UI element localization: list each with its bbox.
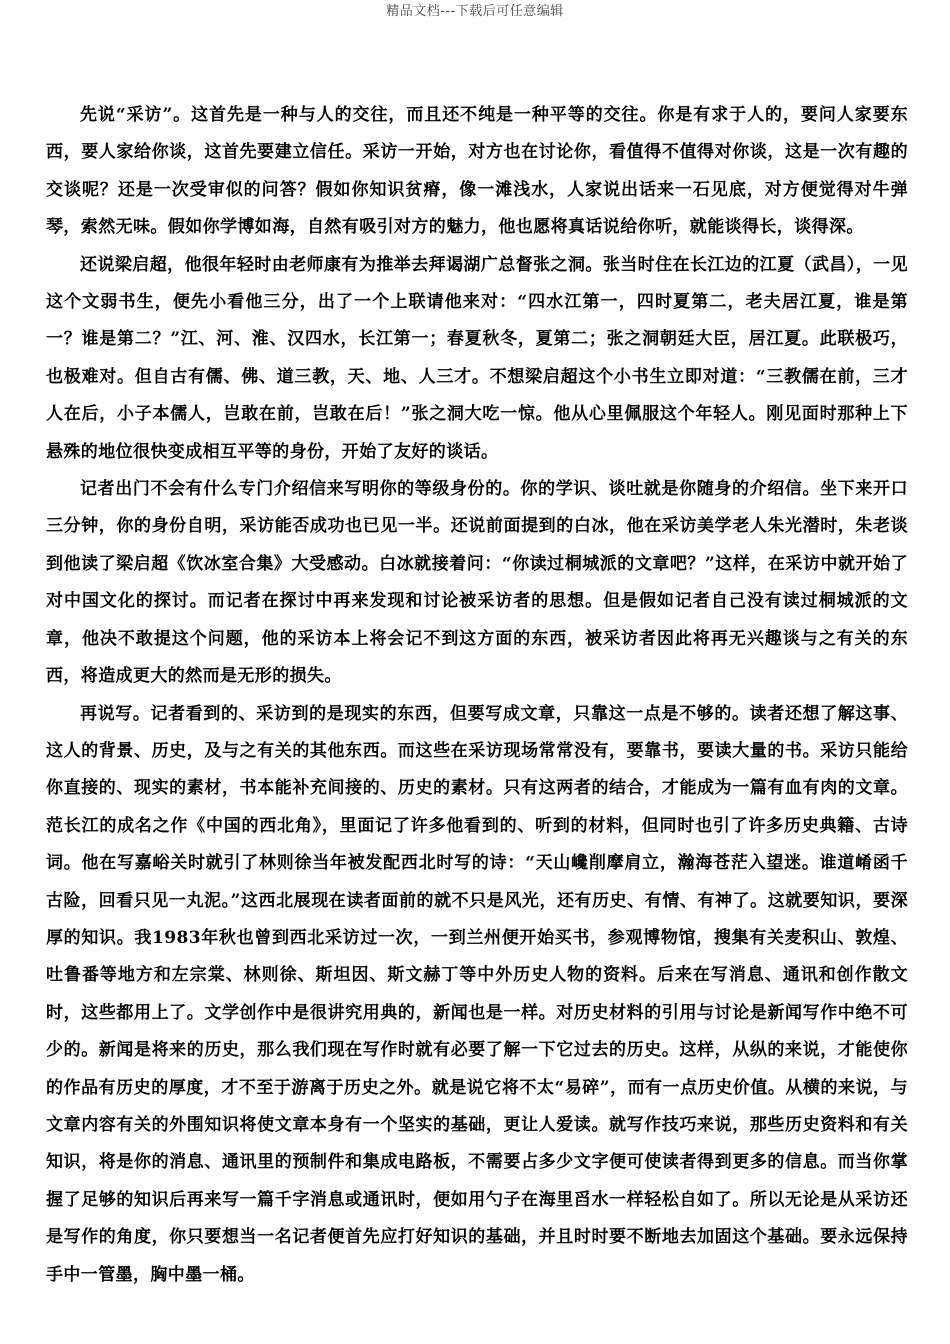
paragraph-liang-qichao-couplet: 还说梁启超，他很年轻时由老师康有为推举去拜谒湖广总督张之洞。张当时住在长江边的江夏（武昌），一见这个文弱书生，便先小看他三分，出了一个上联请他来对：“四水江第一，四时夏第二，老夫居江夏，谁是第一？谁是第二？”江、河、淮、汉四水，长江第一；春夏秋冬，夏第二；张之洞朝廷大臣，居江夏。此联极巧，也极难对。但自古有儒、佛、道三教，天、地、人三才。不想梁启超这个小书生立即对道：“三教儒在前，三才人在后，小子本儒人，岂敢在前，岂敢在后！”张之洞大吃一惊。他从心里佩服这个年轻人。刚见面时那种上下悬殊的地位很快变成相互平等的身份，开始了友好的谈话。 — [46, 254, 908, 462]
paragraph-interview-trust: 先说“采访”。这首先是一种与人的交往，而且还不纯是一种平等的交往。你是有求于人的，要问人家要东西，要人家给你谈，这首先要建立信任。采访一开始，对方也在讨论你，看值得不值得对你谈，这是一次有趣的交谈呢？还是一次受审似的问答？假如你知识贫瘠，像一滩浅水，人家说出话来一石见底，对方便觉得对牛弹琴，索然无味。假如你学博如海，自然有吸引对方的魅力，他也愿将真话说给你听，就能谈得长，谈得深。 — [46, 105, 908, 238]
paragraph-knowledge-introduction: 记者出门不会有什么专门介绍信来写明你的等级身份的。你的学识、谈吐就是你随身的介绍信。坐下来开口三分钟，你的身份自明，采访能否成功也已见一半。还说前面提到的白冰，他在采访美学老人朱光潜时，朱老谈到他读了梁启超《饮冰室合集》大受感动。白冰就接着问：“你读过桐城派的文章吧？”这样，在采访中就开始了对中国文化的探讨。而记者在探讨中再来发现和讨论被采访者的思想。但是假如记者自己没有读过桐城派的文章，他决不敢提这个问题，他的采访本上将会记不到这方面的东西，被采访者因此将再无兴趣谈与之有关的东西，将造成更大的然而是无形的损失。 — [46, 479, 908, 687]
page-header: 精品文档---下载后可任意编辑 — [386, 4, 564, 19]
paragraph-writing-knowledge: 再说写。记者看到的、采访到的是现实的东西，但要写成文章，只靠这一点是不够的。读者还想了解这事、这人的背景、历史，及与之有关的其他东西。而这些在采访现场常常没有，要靠书，要读大量的书。采访只能给你直接的、现实的素材，书本能补充间接的、历史的素材。只有这两者的结合，才能成为一篇有血有肉的文章。范长江的成名之作《中国的西北角》，里面记了许多他看到的、听到的材料，但同时也引了许多历史典籍、古诗词。他在写嘉峪关时就引了林则徐当年被发配西北时写的诗：“天山巉削摩肩立，瀚海苍茫入望迷。谁道崤函千古险，回看只见一丸泥。”这西北展现在读者面前的就不只是风光，还有历史、有情、有神了。这就要知识，要深厚的知识。我1983年秋也曾到西北采访过一次，一到兰州便开始买书，参观博物馆，搜集有关麦积山、敦煌、吐鲁番等地方和左宗棠、林则徐、斯坦因、斯文赫丁等中外历史人物的资料。后来在写消息、通讯和创作散文时，这些都用上了。文学创作中是很讲究用典的，新闻也是一样。对历史材料的引用与讨论是新闻写作中绝不可少的。新闻是将来的历史，那么我们现在写作时就有必要了解一下它过去的历史。这样，从纵的来说，才能使你的作品有历史的厚度，才不至于游离于历史之外。就是说它将不太“易碎”，而有一点历史价值。从横的来说，与文章内容有关的外围知识将使文章本身有一个坚实的基础，更让人爱读。就写作技巧来说，那些历史资料和有关知识，将是你的消息、通讯里的预制件和集成电路板，不需要占多少文字便可使读者得到更多的信息。而当你掌握了足够的知识后再来写一篇千字消息或通讯时，便如用勺子在海里舀水一样轻松自如了。所以无论是从采访还是写作的角度，你只要想当一名记者便首先应打好知识的基础，并且时时要不断地去加固这个基础。要永远保持手中一管墨，胸中墨一桶。 — [46, 703, 908, 1285]
article-body — [46, 97, 908, 1294]
